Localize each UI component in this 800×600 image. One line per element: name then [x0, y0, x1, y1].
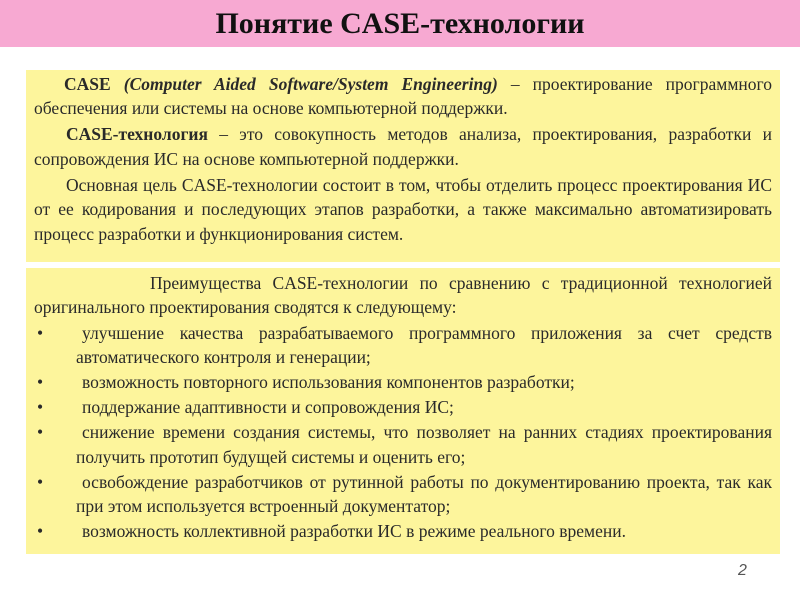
- bullet-icon: •: [37, 471, 44, 492]
- tech-definition-text: – это совокупность методов анализа, проектирования, разработки и сопровождения ИС на основе компьютерной поддержки.: [34, 124, 772, 169]
- list-item: [34, 321, 772, 370]
- bullet-icon: •: [37, 422, 44, 443]
- case-abbr: CASE: [64, 74, 111, 94]
- list-item-text: поддержание адаптивности и сопровождения ИС;: [82, 397, 454, 418]
- bullet-icon: •: [37, 372, 44, 393]
- list-item: [34, 370, 772, 394]
- list-item-text: освобождение разработчиков от рутинной работы по документированию проекта, так как при этом используется встроенный документатор;: [76, 471, 772, 517]
- tech-term: CASE-технология: [66, 124, 208, 145]
- bullet-icon: •: [37, 521, 44, 542]
- definitions-box: [26, 70, 780, 262]
- bullet-icon: •: [37, 397, 44, 418]
- bullet-icon: •: [37, 322, 44, 343]
- advantages-box: [26, 268, 780, 554]
- list-item-text: возможность коллективной разработки ИС в режиме реального времени.: [82, 521, 626, 542]
- goal-paragraph: Основная цель CASE-технологии состоит в том, чтобы отделить процесс проектирования ИС от ее кодирования и последующих этапов разработки, а также максимально автоматизировать процесс разработки и функционирования систем.: [34, 174, 772, 244]
- case-definition-paragraph: [34, 72, 772, 121]
- list-item-text: улучшение качества разрабатываемого программного приложения за счет средств автоматического контроля и генерации;: [76, 322, 772, 368]
- case-definition-text: – проектирование программного обеспечения или системы на основе компьютерной поддержки.: [34, 74, 772, 119]
- advantages-list: [34, 321, 772, 544]
- list-item: [34, 395, 772, 419]
- list-item-text: возможность повторного использования компонентов разработки;: [82, 372, 575, 393]
- page-number: 2: [738, 562, 747, 579]
- case-expansion: (Computer Aided Software/System Engineering): [123, 74, 498, 94]
- list-item-text: снижение времени создания системы, что позволяет на ранних стадиях проектирования получить прототип будущей системы и оценить его;: [76, 422, 772, 467]
- list-item: [34, 519, 772, 543]
- slide-title: Понятие CASE-технологии: [215, 7, 585, 40]
- list-item: [34, 420, 772, 469]
- title-bar: [0, 0, 800, 47]
- advantages-intro: Преимущества CASE-технологии по сравнению с традиционной технологией оригинального проектирования сводятся к следующему:: [34, 273, 772, 318]
- tech-definition-paragraph: [34, 122, 772, 171]
- list-item: [34, 470, 772, 519]
